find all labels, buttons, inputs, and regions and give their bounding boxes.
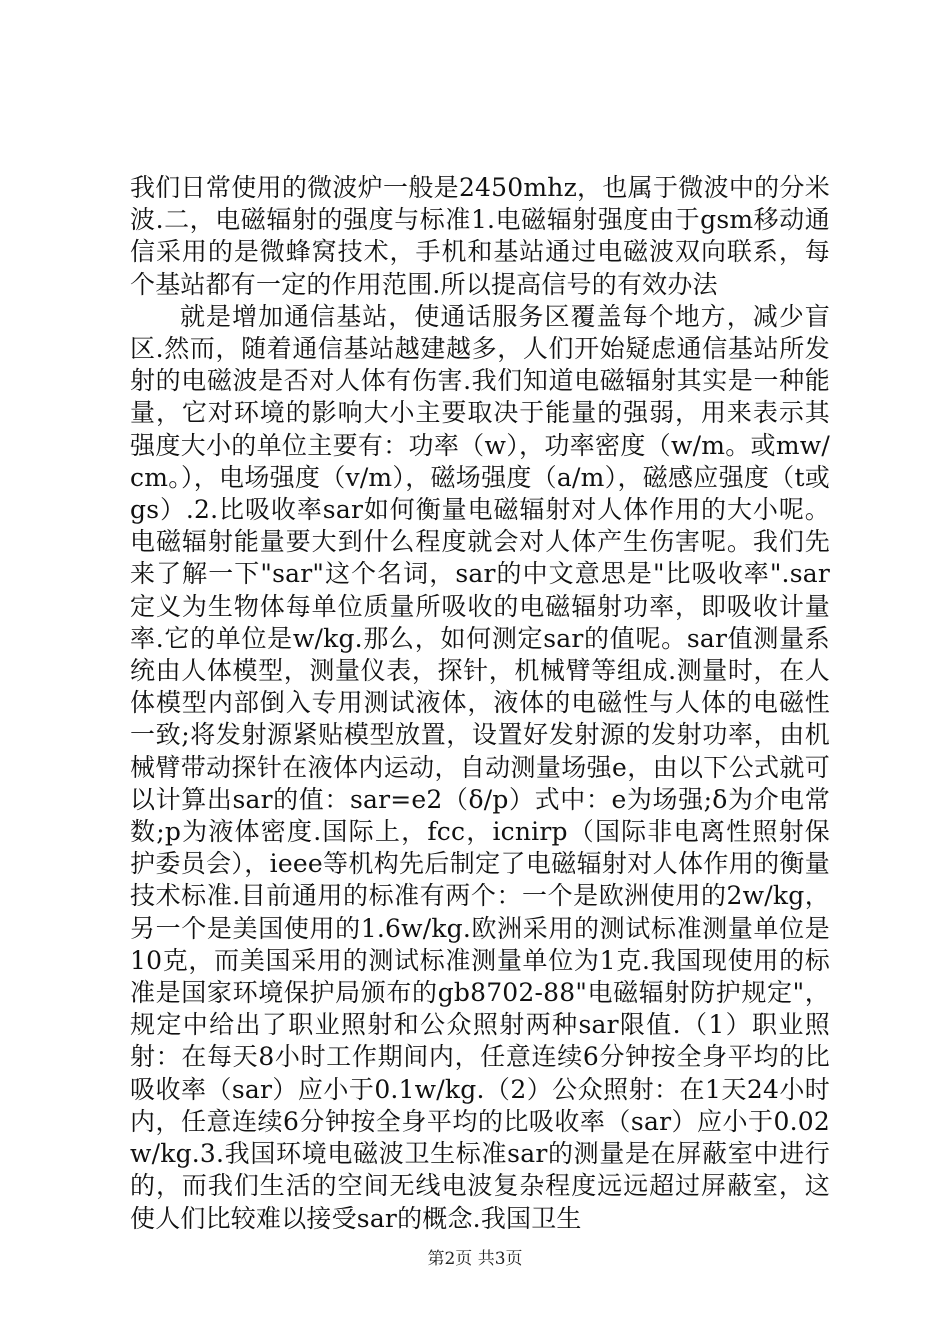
page-footer: 第2页 共3页 [427,1249,523,1269]
paragraph-1: 我们日常使用的微波炉一般是2450mhz，也属于微波中的分米波.二，电磁辐射的强度与标准1.电磁辐射强度由于gsm移动通信采用的是微蜂窝技术，手机和基站通过电磁波双向联系，每个基站都有一定的作用范围.所以提高信号的有效办法 [130,173,830,299]
document-body [130,172,830,1235]
paragraph-2: 就是增加通信基站，使通话服务区覆盖每个地方，减少盲区.然而，随着通信基站越建越多，人们开始疑虑通信基站所发射的电磁波是否对人体有伤害.我们知道电磁辐射其实是一种能量，它对环境的影响大小主要取决于能量的强弱，用来表示其强度大小的单位主要有：功率（w），功率密度（w/m。或mw/cm。），电场强度（v/m），磁场强度（a/m），磁感应强度（t或gs）.2.比吸收率sar如何衡量电磁辐射对人体作用的大小呢。电磁辐射能量要大到什么程度就会对人体产生伤害呢。我们先来了解一下"sar"这个名词，sar的中文意思是"比吸收率".sar定义为生物体每单位质量所吸收的电磁辐射功率，即吸收计量率.它的单位是w/kg.那么，如何测定sar的值呢。sar值测量系统由人体模型，测量仪表，探针，机械臂等组成.测量时，在人体模型内部倒入专用测试液体，液体的电磁性与人体的电磁性一致;将发射源紧贴模型放置，设置好发射源的发射功率，由机械臂带动探针在液体内运动，自动测量场强e，由以下公式就可以计算出sar的值：sar=e2（δ/p）式中：e为场强;δ为介电常数;p为液体密度.国际上，fcc，icnirp（国际非电离性照射保护委员会），ieee等机构先后制定了电磁辐射对人体作用的衡量技术标准.目前通用的标准有两个：一个是欧洲使用的2w/kg，另一个是美国使用的1.6w/kg.欧洲采用的测试标准测量单位是10克，而美国采用的测试标准测量单位为1克.我国现使用的标准是国家环境保护局颁布的gb8702-88"电磁辐射防护规定"，规定中给出了职业照射和公众照射两种sar限值.（1）职业照射：在每天8小时工作期间内，任意连续6分钟按全身平均的比吸收率（sar）应小于0.1w/kg.（2）公众照射：在1天24小时内，任意连续6分钟按全身平均的比吸收率（sar）应小于0.02w/kg.3.我国环境电磁波卫生标准sar的测量是在屏蔽室中进行的，而我们生活的空间无线电波复杂程度远远超过屏蔽室，这使人们比较难以接受sar的概念.我国卫生 [130,301,830,1233]
